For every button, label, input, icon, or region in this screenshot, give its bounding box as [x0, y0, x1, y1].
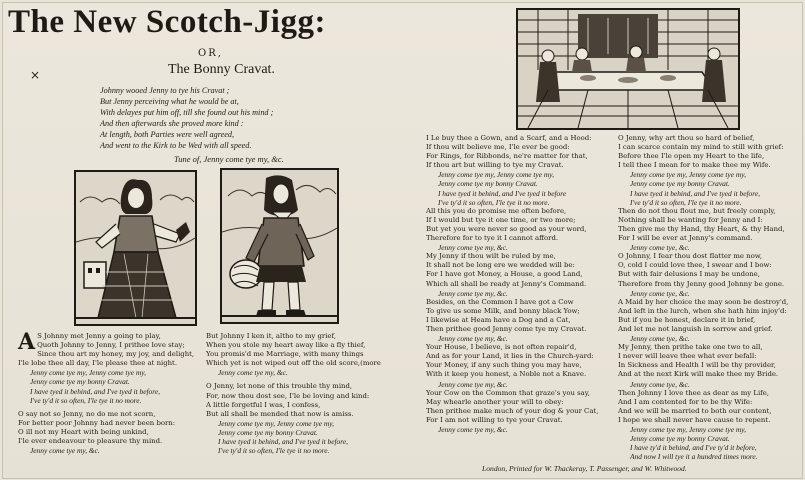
verse-line: O say not so Jenny, no do me not scorn, [18, 409, 156, 418]
verse-line: If I would but tye it one time, or two more; [426, 215, 576, 224]
verse-line: For I will be ever at Jenny's command. [618, 234, 753, 243]
verse-line: It shall not be long ere we wedded will be: [426, 261, 575, 270]
verse-line: Jenny come tye my, Jenny come tye my, [30, 368, 146, 378]
ballad-or: OR, [198, 48, 223, 59]
woodcut-jenny [74, 170, 197, 326]
verse-line: Jenny come tye my bonny Cravat. [218, 427, 318, 437]
verse-line: Jenny come tye my bonny Cravat. [630, 434, 730, 444]
verse-line: I have tyed it behind, and I've tyed it before [438, 188, 567, 198]
verse-line: But if you be honest, declare it in brief, [618, 315, 756, 324]
verse-line: I Le buy thee a Gown, and a Scarf, and a Hood: [426, 134, 592, 142]
woodcut-johnny-art [222, 170, 337, 322]
verse-line: For I have got Money, a House, a good Land, [426, 270, 583, 279]
verse-line: Then Johnny I love thee as dear as my Life, [618, 388, 769, 397]
verse-line: Jenny come tye my, Jenny come tye my, [438, 170, 554, 180]
verse-line: And as for your Land, it lies in the Church-yard: [426, 352, 594, 361]
verse-line: O Jenny, let none of this trouble thy mind, [206, 382, 353, 391]
verse-line: And I am contented for to be thy Wife: [618, 397, 753, 406]
verse-line: Then give me thy Hand, thy Heart, & thy Hand, [618, 224, 785, 233]
verse-line: O Jenny, why art thou so hard of belief, [618, 134, 755, 142]
verse-line: Therefore for to tye it I cannot afford. [426, 234, 559, 243]
verse-column-1 [18, 329, 200, 456]
verse-line: Jenny come tye, &c. [630, 379, 690, 389]
verse-line: Jenny come tye my, &c. [438, 334, 508, 344]
verse-line: I have ty'd it behind, and I've ty'd it before, [630, 443, 757, 453]
verse-line: Therefore from thy Jenny good Johnny be gone. [618, 279, 785, 288]
verse-line: But yet you were never so good as your word, [426, 224, 587, 233]
tune-line: Tune of, Jenny come tye my, &c. [174, 154, 284, 164]
verse-line: Jenny come tye, &c. [630, 288, 690, 298]
argument-line: At length, both Parties were well agreed, [100, 129, 235, 139]
verse-line: S Johnny met Jenny a going to play, [37, 332, 161, 340]
margin-mark: × [30, 68, 41, 82]
verse-line: For I am not willing to tye your Cravat. [426, 415, 563, 424]
verse-line: Nothing shall be wanting for Jenny and I: [618, 215, 763, 224]
verse-line: O, cold I could love thee, I swear and I bow: [618, 261, 772, 270]
verse-line: To give us some Milk, and bonny black Yow; [426, 306, 580, 315]
verse-line: With it keep you honest, a Noble not a Knave. [426, 370, 587, 379]
verse-line: Your House, I believe, is not often repair'd, [426, 343, 577, 352]
verse-line: When you stole my heart away like a fly thief, [206, 341, 366, 350]
ballad-subtitle: The Bonny Cravat. [168, 62, 275, 77]
verse-line: A little forgetful I was, I confess, [206, 400, 321, 409]
verse-line: And now I will tye it a hundred times more. [630, 452, 758, 462]
verse-line: I have tyed it behind, and I've tyed it before, [630, 188, 760, 198]
ballad-argument [100, 86, 390, 151]
verse-line: Jenny come tye my bonny Cravat. [630, 179, 730, 189]
verse-line: I've ty'd it so often, I'le tye it no more. [438, 197, 550, 207]
verse-line: But Johnny I ken it, altho to my grief, [206, 332, 336, 340]
verse-line: I hope we shall never have cause to repent. [618, 415, 771, 424]
verse-line: Jenny come tye my, &c. [438, 425, 508, 434]
verse-line: You promis'd me Marriage, with many things [206, 350, 364, 359]
verse-line: And let me not languish in sorrow and grief. [618, 324, 773, 333]
verse-line: Then prithee good Jenny come tye my Cravat. [426, 324, 587, 333]
verse-line: A Maid by her choice the may soon be destroy'd, [618, 297, 789, 306]
verse-line: For, now thou dost see, I'le be loving and kind: [206, 391, 370, 400]
verse-line: Jenny come tye my, &c. [218, 368, 288, 378]
verse-line: I can scarce contain my mind to still with grief: [618, 143, 784, 152]
verse-line: Before thee I'le open my Heart to the life, [618, 152, 765, 161]
verse-line: I likewise at Heam have a Dog and a Cat, [426, 315, 571, 324]
verse-line: Jenny come tye my, Jenny come tye my, [630, 170, 746, 180]
argument-line: Johnny wooed Jenny to tye his Cravat ; [100, 86, 230, 95]
verse-line: And left in the lurch, when she hath him injoy'd: [618, 306, 787, 315]
verse-line: Jenny come tye my, &c. [438, 379, 508, 389]
woodcut-interior-scene [516, 8, 740, 130]
verse-column-4 [618, 134, 800, 461]
verse-line: Since thou art my honey, my joy, and delight, [37, 350, 195, 359]
argument-line: And then afterwards she proved more kind : [100, 118, 244, 128]
verse-line: I've ty'd it so often, I'le tye it no more. [218, 446, 330, 456]
verse-line: My Jenny, then prithe take one two to all, [618, 343, 763, 352]
verse-line: Quoth Johnny to Jenny, I prithee love stay; [37, 341, 185, 350]
woodcut-jenny-art [76, 172, 195, 324]
verse-line: I never will leave thee what ever befall: [618, 352, 757, 361]
woodcut-interior-art [518, 10, 738, 128]
verse-line: Your Money, if any such thing you may have, [426, 361, 582, 370]
argument-line: With delayes put him off, till she found out his mind ; [100, 107, 274, 117]
verse-line: But with fair delusions I may be undone, [618, 270, 760, 279]
verse-line: Jenny come tye my, &c. [30, 446, 100, 456]
verse-line: Jenny come tye my, Jenny come tye my, [218, 418, 334, 428]
verse-line: Then do not thou flout me, but freely comply, [618, 206, 776, 215]
verse-line: For better poor Johnny had never been born: [18, 418, 176, 427]
verse-line: And we will be married to both our content, [618, 406, 772, 415]
printer-imprint: London, Printed for W. Thackeray, T. Passenger, and W. Whitwood. [482, 464, 687, 473]
argument-line: And went to the Kirk to be Wed with all speed. [100, 140, 252, 150]
verse-line: Your Cow on the Common that graze's you say, [426, 388, 590, 397]
verse-line: Which all shall be ready at Jenny's Command. [426, 279, 587, 288]
verse-line: May whearle another your will to obey: [426, 397, 564, 406]
verse-line: Jenny come tye, &c. [630, 243, 690, 253]
verse-line: Besides, on the Common I have got a Cow [426, 297, 574, 306]
verse-line: Jenny come tye my bonny Cravat. [438, 179, 538, 189]
verse-line: Jenny come tye my, &c. [438, 288, 508, 298]
ballad-title: The New Scotch-Jigg: [8, 4, 326, 40]
verse-line: If thou wilt believe me, I'le ever be good: [426, 143, 570, 152]
verse-line: I've ty'd it so often, I'le tye it no more. [30, 395, 142, 405]
verse-line: O Johnny, I fear thou dost flatter me now, [618, 252, 763, 261]
verse-line: For Rings, for Ribbonds, ne're matter for that, [426, 152, 588, 161]
verse-line: I'le ever endeavour to pleasure thy mind. [18, 437, 163, 446]
verse-line: Jenny come tye my bonny Cravat. [30, 377, 130, 387]
verse-line: And at the next Kirk will make thee my Bride. [618, 370, 779, 379]
verse-line: But all shall be mended that now is amiss. [206, 409, 354, 418]
verse-line: I've ty'd it so often, I'le tye it no more. [630, 197, 742, 207]
verse-line: All this you do promise me often before, [426, 206, 567, 215]
verse-line: If thou art but willing to tye my Cravat. [426, 161, 564, 170]
verse-line: O ill not my Heart with being unkind, [18, 427, 149, 436]
verse-line: I'le lobe thee all day, I'le please thee at night. [18, 359, 178, 368]
argument-line: But Jenny perceiving what he would be at, [100, 96, 239, 106]
verse-line: My Jenny if thou wilt be ruled by me, [426, 252, 556, 261]
verse-line: Jenny come tye, &c. [630, 334, 690, 344]
woodcut-johnny [220, 168, 339, 324]
drop-cap: A [18, 329, 36, 355]
verse-column-3 [426, 134, 606, 434]
verse-line: I tell thee I mean for to make thee my Wife. [618, 161, 771, 170]
verse-line: In Sickness and Health I will be thy provider, [618, 361, 776, 370]
verse-line: I have tyed it behind, and I've tyed it before, [218, 437, 348, 447]
verse-line: I have tyed it behind, and I've tyed it before, [30, 386, 160, 396]
verse-line: Jenny come tye my, Jenny come tye my, [630, 425, 746, 434]
verse-column-2 [206, 332, 396, 455]
verse-line: Which yet is not wiped out off the old score,(more [206, 359, 381, 368]
verse-line: Jenny come tye my, &c. [438, 243, 508, 253]
verse-line: Then prithee make much of your dog & your Cat, [426, 406, 599, 415]
